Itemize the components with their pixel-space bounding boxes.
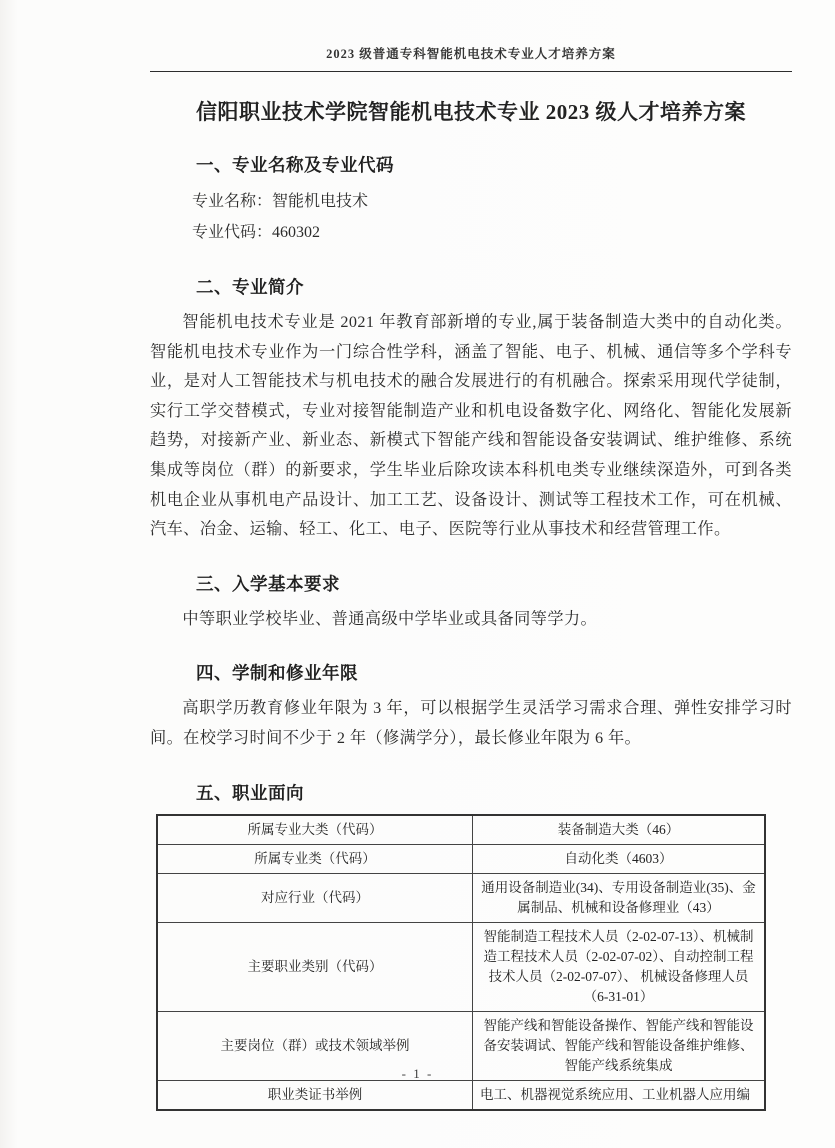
row-label: 职业类证书举例 <box>157 1080 473 1110</box>
table-row-industries <box>157 873 765 922</box>
document-title: 信阳职业技术学院智能机电技术专业 2023 级人才培养方案 <box>196 100 746 124</box>
row-label: 对应行业（代码） <box>157 873 473 922</box>
row-label: 所属专业大类（代码） <box>157 815 473 845</box>
major-name-line: 专业名称：智能机电技术 <box>192 193 369 210</box>
row-value: 智能制造工程技术人员（2-02-07-13）、机械制造工程技术人员（2-02-07-02）、自动控制工程技术人员（2-02-07-07）、 机械设备修理人员（6-31-01） <box>473 922 766 1011</box>
row-label: 主要岗位（群）或技术领域举例 <box>157 1011 473 1080</box>
document-content <box>150 44 792 1111</box>
running-header: 2023 级普通专科智能机电技术专业人才培养方案 <box>150 44 792 72</box>
row-value: 装备制造大类（46） <box>473 815 766 845</box>
table-row-certificates <box>157 1080 765 1110</box>
row-value: 自动化类（4603） <box>473 844 766 873</box>
section-heading-career-orientation: 五、职业面向 <box>196 782 304 803</box>
study-duration-paragraph: 高职学历教育修业年限为 3 年，可以根据学生灵活学习需求合理、弹性安排学习时间。在校学习时间不少于 2 年（修满学分），最长修业年限为 6 年。 <box>150 699 792 747</box>
major-intro-paragraph: 智能机电技术专业是 2021 年教育部新增的专业,属于装备制造大类中的自动化类。智能机电技术专业作为一门综合性学科，涵盖了智能、电子、机械、通信等多个学科专业，是对人工智能技术与机电技术的融合发展进行的有机融合。探索采用现代学徒制，实行工学交替模式，专业对接智能制造产业和机电设备数字化、网络化、智能化发展新趋势，对接新产业、新业态、新模式下智能产线和智能设备安装调试、维护维修、系统集成等岗位（群）的新要求，学生毕业后除攻读本科机电类专业继续深造外，可到各类机电企业从事机电产品设计、加工工艺、设备设计、测试等工程技术工作，可在机械、汽车、冶金、运输、轻工、化工、电子、医院等行业从事技术和经营管理工作。 <box>150 313 792 539</box>
table-row-occupation-categories <box>157 922 765 1011</box>
section-heading-major-intro: 二、专业简介 <box>196 277 304 297</box>
table-row-major-class <box>157 844 765 873</box>
table-row-major-category <box>157 815 765 845</box>
row-value: 电工、机器视觉系统应用、工业机器人应用编 <box>473 1080 766 1110</box>
row-value: 通用设备制造业(34)、专用设备制造业(35)、金属制品、机械和设备修理业（43） <box>473 873 766 922</box>
major-code-line: 专业代码：460302 <box>192 224 321 241</box>
page-number: - 1 - <box>401 1066 434 1081</box>
section-heading-study-duration: 四、学制和修业年限 <box>196 663 358 684</box>
section-heading-entry-requirements: 三、入学基本要求 <box>196 573 340 594</box>
entry-requirements-paragraph: 中等职业学校毕业、普通高级中学毕业或具备同等学力。 <box>182 609 598 628</box>
row-label: 所属专业类（代码） <box>157 844 473 873</box>
row-value: 智能产线和智能设备操作、智能产线和智能设备安装调试、智能产线和智能设备维护维修、智能产线系统集成 <box>473 1011 766 1080</box>
section-heading-major-name-code: 一、专业名称及专业代码 <box>196 155 394 175</box>
row-label: 主要职业类别（代码） <box>157 922 473 1011</box>
